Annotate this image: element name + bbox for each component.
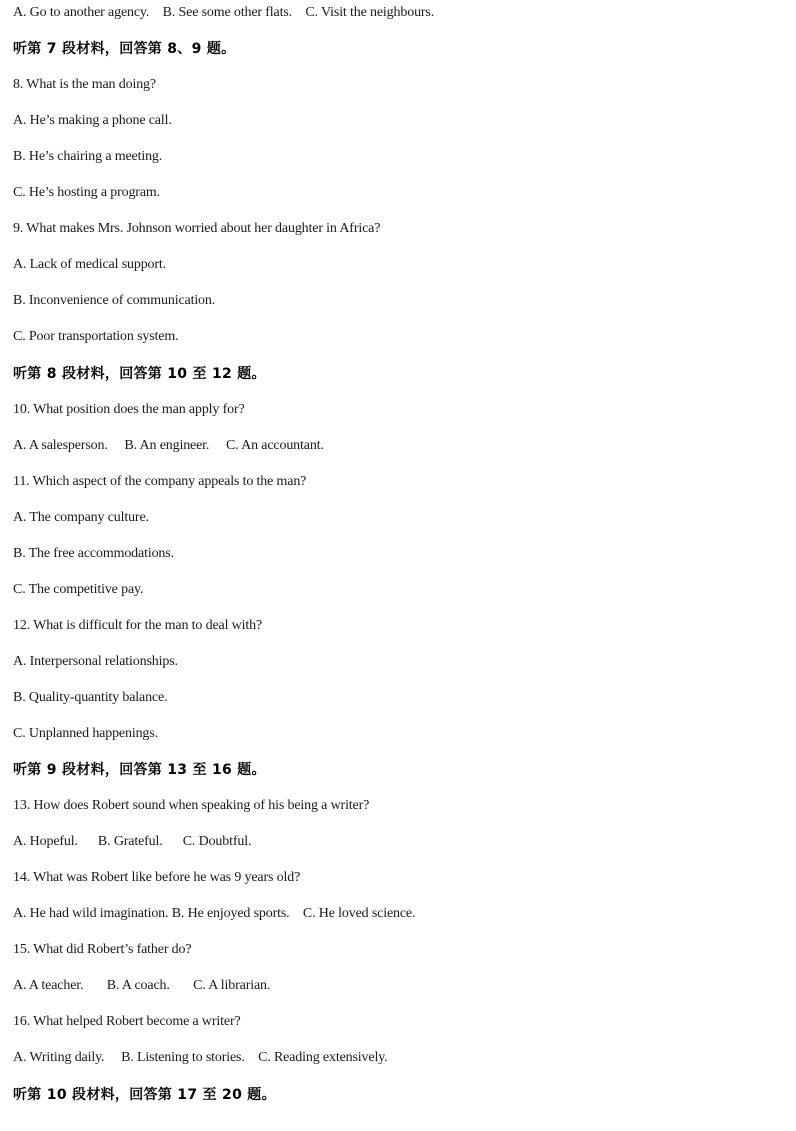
- section-heading: 听第 10 段材料，回答第 17 至 20 题。: [13, 1086, 276, 1103]
- answer-options: B. The free accommodations.: [13, 545, 174, 561]
- answer-options: A. Go to another agency. B. See some other flats. C. Visit the neighbours.: [13, 5, 435, 20]
- question-text: 14. What was Robert like before he was 9 years old?: [13, 870, 301, 886]
- question-text: 10. What position does the man apply for?: [13, 401, 245, 417]
- question-text: 16. What helped Robert become a writer?: [13, 1014, 241, 1030]
- section-heading: 听第 7 段材料，回答第 8、9 题。: [13, 41, 236, 57]
- answer-options: B. Quality-quantity balance.: [13, 689, 168, 705]
- answer-options: C. He’s hosting a program.: [13, 185, 160, 201]
- answer-options: A. Hopeful. B. Grateful. C. Doubtful.: [13, 834, 252, 850]
- answer-options: B. He’s chairing a meeting.: [13, 149, 163, 165]
- answer-options: A. Interpersonal relationships.: [13, 653, 178, 669]
- question-text: 15. What did Robert’s father do?: [13, 942, 192, 958]
- answer-options: A. He had wild imagination. B. He enjoyed sports. C. He loved science.: [13, 906, 416, 922]
- question-text: 12. What is difficult for the man to deal with?: [13, 617, 263, 633]
- answer-options: B. Inconvenience of communication.: [13, 293, 216, 309]
- question-text: 9. What makes Mrs. Johnson worried about her daughter in Africa?: [13, 221, 381, 237]
- answer-options: A. Lack of medical support.: [13, 257, 167, 273]
- answer-options: A. A teacher. B. A coach. C. A librarian.: [13, 978, 271, 994]
- question-text: 8. What is the man doing?: [13, 77, 156, 93]
- answer-options: A. He’s making a phone call.: [13, 113, 172, 129]
- question-text: 11. Which aspect of the company appeals to the man?: [13, 473, 307, 489]
- question-text: 13. How does Robert sound when speaking of his being a writer?: [13, 798, 370, 814]
- section-heading: 听第 8 段材料，回答第 10 至 12 题。: [13, 365, 266, 382]
- answer-options: C. The competitive pay.: [13, 581, 144, 597]
- section-heading: 听第 9 段材料，回答第 13 至 16 题。: [13, 762, 266, 778]
- answer-options: C. Unplanned happenings.: [13, 726, 158, 741]
- answer-options: A. The company culture.: [13, 509, 149, 525]
- answer-options: A. A salesperson. B. An engineer. C. An accountant.: [13, 437, 324, 453]
- answer-options: A. Writing daily. B. Listening to stories. C. Reading extensively.: [13, 1050, 388, 1066]
- answer-options: C. Poor transportation system.: [13, 329, 179, 345]
